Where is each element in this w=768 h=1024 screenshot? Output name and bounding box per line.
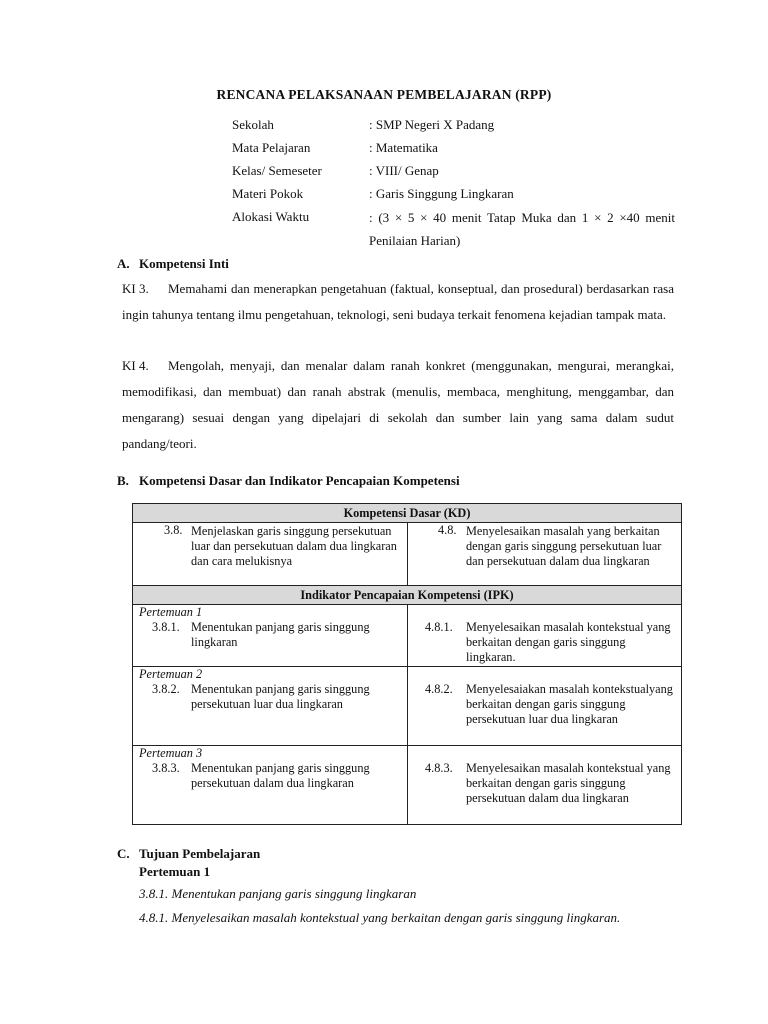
ipk-number: 3.8.2. <box>152 682 180 696</box>
kd-text: Menjelaskan garis singgung persekutuan luar dan persekutuan dalam dua lingkaran dan cara melukisnya <box>191 524 397 568</box>
ipk-cell-right <box>408 746 682 825</box>
info-row-time <box>232 208 682 252</box>
ipk-text: Menyelesaikan masalah kontekstual yang berkaitan dengan garis singgung lingkaran. <box>466 620 671 664</box>
section-title: Kompetensi Inti <box>139 256 229 271</box>
info-key: Alokasi Waktu <box>232 209 310 224</box>
ipk-cell-left <box>133 746 408 825</box>
info-row-school <box>232 116 682 139</box>
section-c-heading <box>117 846 260 862</box>
ipk-item <box>408 620 681 665</box>
ipk-cell-right <box>408 605 682 667</box>
kd-header: Kompetensi Dasar (KD) <box>133 504 682 523</box>
ki-item <box>122 353 674 457</box>
ipk-text: Menentukan panjang garis singgung persekutuan dalam dua lingkaran <box>191 761 370 790</box>
info-row-topic <box>232 185 682 208</box>
ipk-number: 4.8.3. <box>425 761 453 775</box>
info-value: : Garis Singgung Lingkaran <box>369 186 514 201</box>
info-row-subject <box>232 139 682 162</box>
kd-number: 3.8. <box>164 523 183 537</box>
info-key: Materi Pokok <box>232 186 304 201</box>
ipk-cell-left <box>133 667 408 746</box>
ipk-number: 4.8.2. <box>425 682 453 696</box>
meeting-label: Pertemuan 2 <box>139 667 203 681</box>
section-b-heading <box>117 473 460 489</box>
info-value: : SMP Negeri X Padang <box>369 117 495 132</box>
ipk-text: Menyelesaikan masalah kontekstual yang berkaitan dengan garis singgung persekutuan dalam dua lingkaran <box>466 761 671 805</box>
section-letter: C. <box>117 846 130 861</box>
ki-number: KI 3. <box>122 281 149 296</box>
ipk-header: Indikator Pencapaian Kompetensi (IPK) <box>133 586 682 605</box>
competency-table <box>132 503 682 825</box>
kd-cell-right <box>408 523 682 586</box>
kd-cell-left <box>133 523 408 586</box>
kd-item <box>133 523 407 569</box>
ipk-text: Menentukan panjang garis singgung lingkaran <box>191 620 370 649</box>
info-key: Sekolah <box>232 117 274 132</box>
info-value: : VIII/ Genap <box>369 163 439 178</box>
ipk-item <box>133 761 407 791</box>
kd-number: 4.8. <box>438 523 457 537</box>
info-row-class <box>232 162 682 185</box>
ipk-cell-right <box>408 667 682 746</box>
ipk-cell-left <box>133 605 408 667</box>
ipk-text: Menyelesaiakan masalah kontekstualyang berkaitan dengan garis singgung persekutuan luar dua lingkaran <box>466 682 673 726</box>
info-value: : Matematika <box>369 140 438 155</box>
info-key: Kelas/ Semeseter <box>232 163 322 178</box>
kd-text: Menyelesaikan masalah yang berkaitan dengan garis singgung persekutuan luar dan persekutuan dalam dua lingkaran <box>466 524 662 568</box>
document-title: RENCANA PELAKSANAAN PEMBELAJARAN (RPP) <box>216 87 552 102</box>
meeting-subheading: Pertemuan 1 <box>139 864 211 879</box>
identity-block <box>232 116 682 252</box>
section-title: Tujuan Pembelajaran <box>139 846 261 861</box>
ki-text-content: Memahami dan menerapkan pengetahuan (faktual, konseptual, dan prosedural) berdasarkan rasa ingin tahunya tentang ilmu pengetahuan, teknologi, seni budaya terkait fenomena kejadian tampak mata. <box>122 281 674 322</box>
meeting-label: Pertemuan 3 <box>139 746 203 760</box>
learning-goal: 3.8.1. Menentukan panjang garis singgung lingkaran <box>139 886 417 901</box>
kd-item <box>408 523 681 569</box>
section-title: Kompetensi Dasar dan Indikator Pencapaian Kompetensi <box>139 473 460 488</box>
info-value: : (3 × 5 × 40 menit Tatap Muka dan 1 × 2 ×40 menit Penilaian Harian) <box>369 210 675 248</box>
meeting-label: Pertemuan 1 <box>139 605 203 619</box>
ipk-number: 3.8.1. <box>152 620 180 634</box>
ipk-item <box>408 682 681 727</box>
ipk-item <box>133 620 407 650</box>
section-letter: A. <box>117 256 130 271</box>
ki-item <box>122 276 674 328</box>
ipk-text: Menentukan panjang garis singgung persekutuan luar dua lingkaran <box>191 682 370 711</box>
info-key: Mata Pelajaran <box>232 140 311 155</box>
ki-text <box>122 353 674 457</box>
ki-text-content: Mengolah, menyaji, dan menalar dalam ranah konkret (menggunakan, mengurai, merangkai, memodifikasi, dan membuat) dan ranah abstrak (menulis, membaca, menghitung, menggambar, dan mengarang) sesuai dengan yang dipelajari di sekolah dan sumber lain yang sama dalam sudut pandang/teori. <box>122 358 674 451</box>
ipk-number: 4.8.1. <box>425 620 453 634</box>
ipk-number: 3.8.3. <box>152 761 180 775</box>
section-a-heading <box>117 256 229 272</box>
ki-number: KI 4. <box>122 358 149 373</box>
ipk-item <box>408 761 681 806</box>
ipk-item <box>133 682 407 712</box>
ki-text <box>122 276 674 328</box>
section-letter: B. <box>117 473 129 488</box>
learning-goal: 4.8.1. Menyelesaikan masalah kontekstual yang berkaitan dengan garis singgung lingkaran. <box>139 910 621 925</box>
